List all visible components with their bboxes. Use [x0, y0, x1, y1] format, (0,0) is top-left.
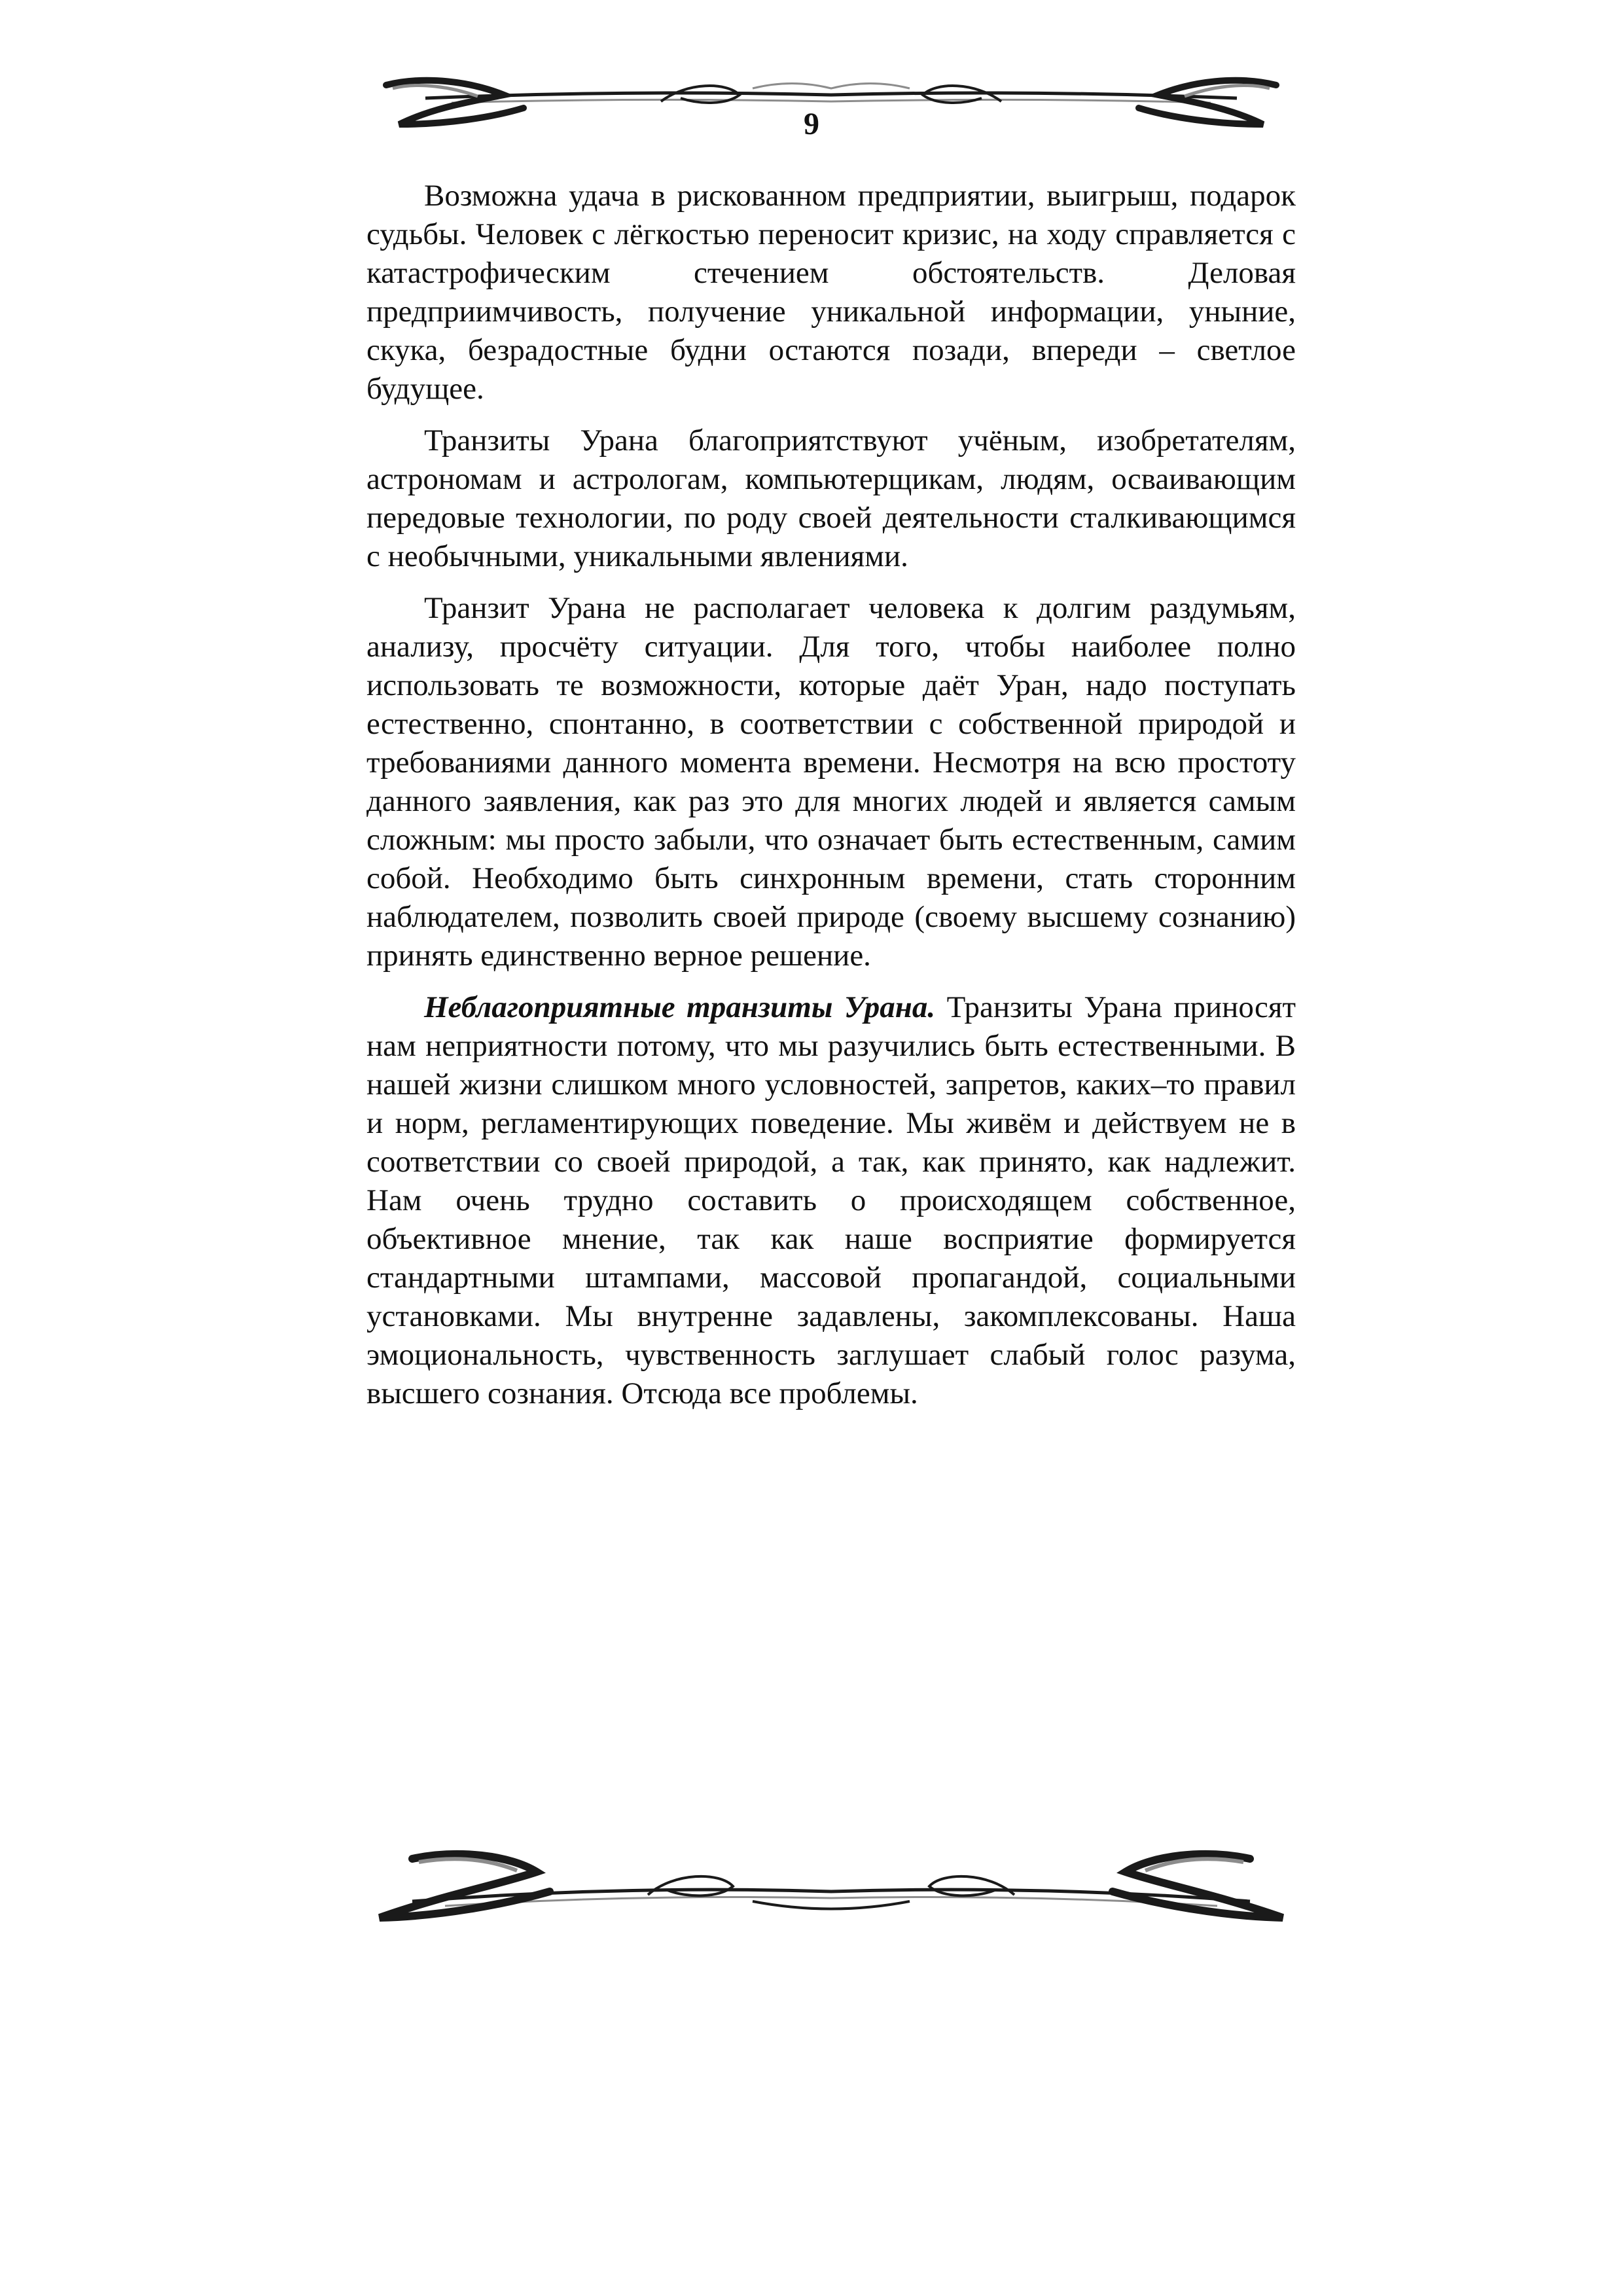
paragraph-4-text: Транзиты Урана приносят нам неприятности потому, что мы разучились быть естественными. В нашей жизни слишком много условностей, запретов, каких–то правил и норм, регламентирующих поведение. Мы живём и действуем не в соответствии со своей природой, а так, как принято, как надлежит. Нам очень трудно составить о происходящем собственное, объективное мнение, так как наше восприятие формируется стандартными штампами, массовой пропагандой, социальными установками. Мы внутренне задавлены, закомплексованы. Наша эмоциональность, чувственность заглушает слабый голос разума, высшего сознания. Отсюда все проблемы.: [366, 990, 1296, 1410]
paragraph-3: [366, 589, 1296, 975]
paragraph-1: [366, 177, 1296, 408]
paragraph-2: [366, 422, 1296, 576]
paragraph-1-text: Возможна удача в рискованном предприятии, выигрыш, подарок судьбы. Человек с лёгкостью переносит кризис, на ходу справляется с катастрофическим стечением обстоятельств. Деловая предприимчивость, получение уникальной информации, уныние, скука, безрадостные будни остаются позади, впереди – светлое будущее.: [366, 179, 1296, 406]
paragraph-4: [366, 988, 1296, 1413]
page-number: 9: [804, 107, 819, 141]
paragraph-4-lead-heading: Неблагоприятные транзиты Урана.: [424, 990, 936, 1024]
paragraph-2-text: Транзиты Урана благоприятствуют учёным, изобретателям, астрономам и астрологам, компьютерщикам, людям, осваивающим передовые технологии, по роду своей деятельности сталкивающимся с необычными, уникальными явлениями.: [366, 423, 1296, 573]
bottom-ornament-divider-icon: [373, 1839, 1289, 1931]
body-text: [366, 177, 1296, 1426]
paragraph-3-text: Транзит Урана не располагает человека к долгим раздумьям, анализу, просчёту ситуации. Для того, чтобы наиболее полно использовать те возможности, которые даёт Уран, надо поступать естественно, спонтанно, в соответствии с собственной природой и требованиями данного момента времени. Несмотря на всю простоту данного заявления, как раз это для многих людей и является самым сложным: мы просто забыли, что означает быть естественным, самим собой. Необходимо быть синхронным времени, стать сторонним наблюдателем, позволить своей природе (своему высшему сознанию) принять единственно верное решение.: [366, 591, 1296, 973]
